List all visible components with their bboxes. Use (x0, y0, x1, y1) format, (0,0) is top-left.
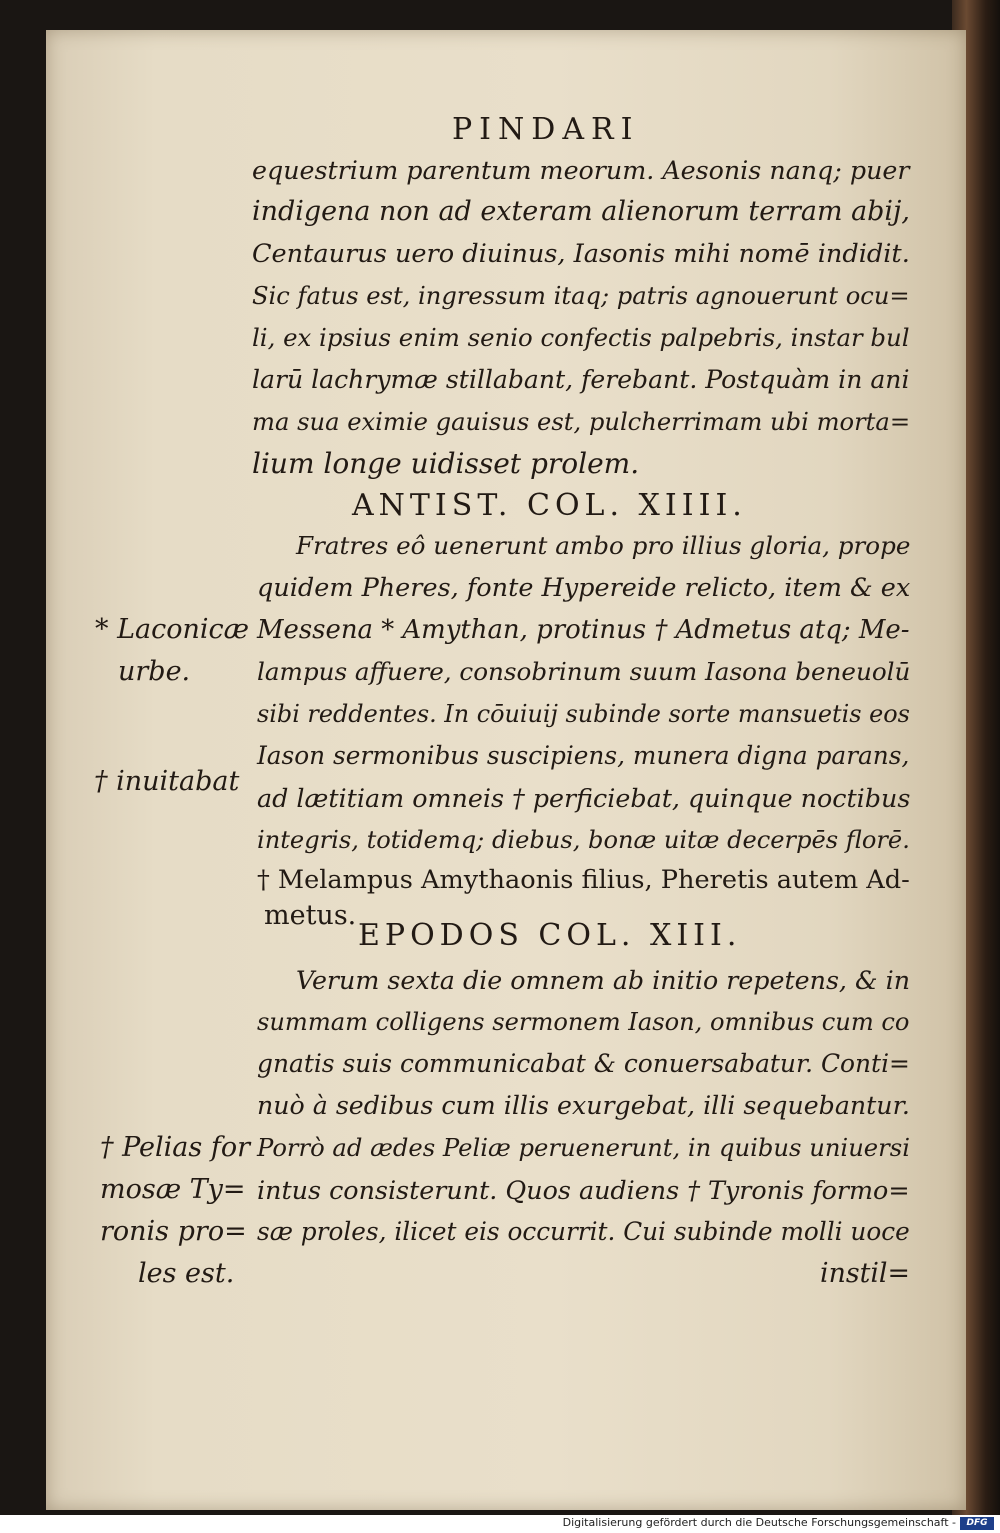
margin-note: urbe. (118, 656, 191, 687)
text-line: lampus affuere, consobrinum suum Iasona beneuolū (257, 657, 911, 686)
text-line: sæ proles, ilicet eis occurrit. Cui subinde molli uoce (257, 1217, 910, 1246)
text-line: indigena non ad exteram alienorum terram abij, (252, 196, 910, 227)
text-line: Iason sermonibus suscipiens, munera digna parans, (257, 741, 910, 770)
running-head: PINDARI (452, 112, 640, 147)
catchword: instil= (820, 1258, 910, 1289)
section-heading: EPODOS COL. XIII. (358, 918, 742, 953)
dfg-logo-icon: DFG (960, 1517, 994, 1530)
text-line: sibi reddentes. In cōuiuij subinde sorte mansuetis eos (257, 700, 910, 728)
text-line: larū lachrymæ stillabant, ferebant. Postquàm in ani (252, 365, 910, 394)
text-line: summam colligens sermonem Iason, omnibus cum co (257, 1008, 910, 1036)
text-line: Porrò ad ædes Peliæ peruenerunt, in quibus uniuersi (257, 1133, 910, 1162)
margin-note: les est. (138, 1258, 235, 1289)
text-line: Sic fatus est, ingressum itaq; patris agnouerunt ocu= (252, 282, 910, 310)
margin-note: * Laconicæ (95, 614, 250, 645)
digitization-footer (0, 1515, 1000, 1533)
margin-note: ronis pro= (100, 1216, 247, 1247)
text-line: Verum sexta die omnem ab initio repetens, & in (296, 965, 911, 995)
text-line: integris, totidemq; diebus, bonæ uitæ decerpēs florē. (257, 826, 910, 854)
margin-note: mosæ Ty= (100, 1174, 246, 1205)
text-line: equestrium parentum meorum. Aesonis nanq; puer (252, 155, 910, 185)
section-heading: ANTIST. COL. XIIII. (352, 488, 747, 523)
text-line: Messena * Amythan, protinus † Admetus atq; Me- (257, 615, 910, 645)
text-line: nuò à sedibus cum illis exurgebat, illi sequebantur. (257, 1091, 910, 1120)
footnote-line: † Melampus Amythaonis filius, Pheretis autem Ad- (257, 865, 910, 895)
text-line: Centaurus uero diuinus, Iasonis mihi nomē indidit. (252, 239, 910, 269)
text-line: ad lætitiam omneis † perficiebat, quinque noctibus (257, 783, 911, 813)
text-line: ma sua eximie gauisus est, pulcherrimam ubi morta= (252, 408, 911, 436)
text-line: intus consisterunt. Quos audiens † Tyronis formo= (257, 1175, 910, 1205)
text-line: gnatis suis communicabat & conuersabatur. Conti= (257, 1049, 910, 1078)
text-line: quidem Pheres, fonte Hypereide relicto, item & ex (257, 573, 911, 603)
margin-note: † inuitabat (94, 766, 240, 797)
text-line: Fratres eô uenerunt ambo pro illius gloria, prope (296, 531, 911, 560)
text-line: lium longe uidisset prolem. (252, 447, 640, 480)
footer-credit: Digitalisierung gefördert durch die Deutsche Forschungsgemeinschaft - (562, 1516, 956, 1529)
margin-note: † Pelias for (100, 1132, 250, 1163)
footnote-line: metus. (264, 900, 357, 931)
text-line: li, ex ipsius enim senio confectis palpebris, instar bul (252, 323, 910, 352)
